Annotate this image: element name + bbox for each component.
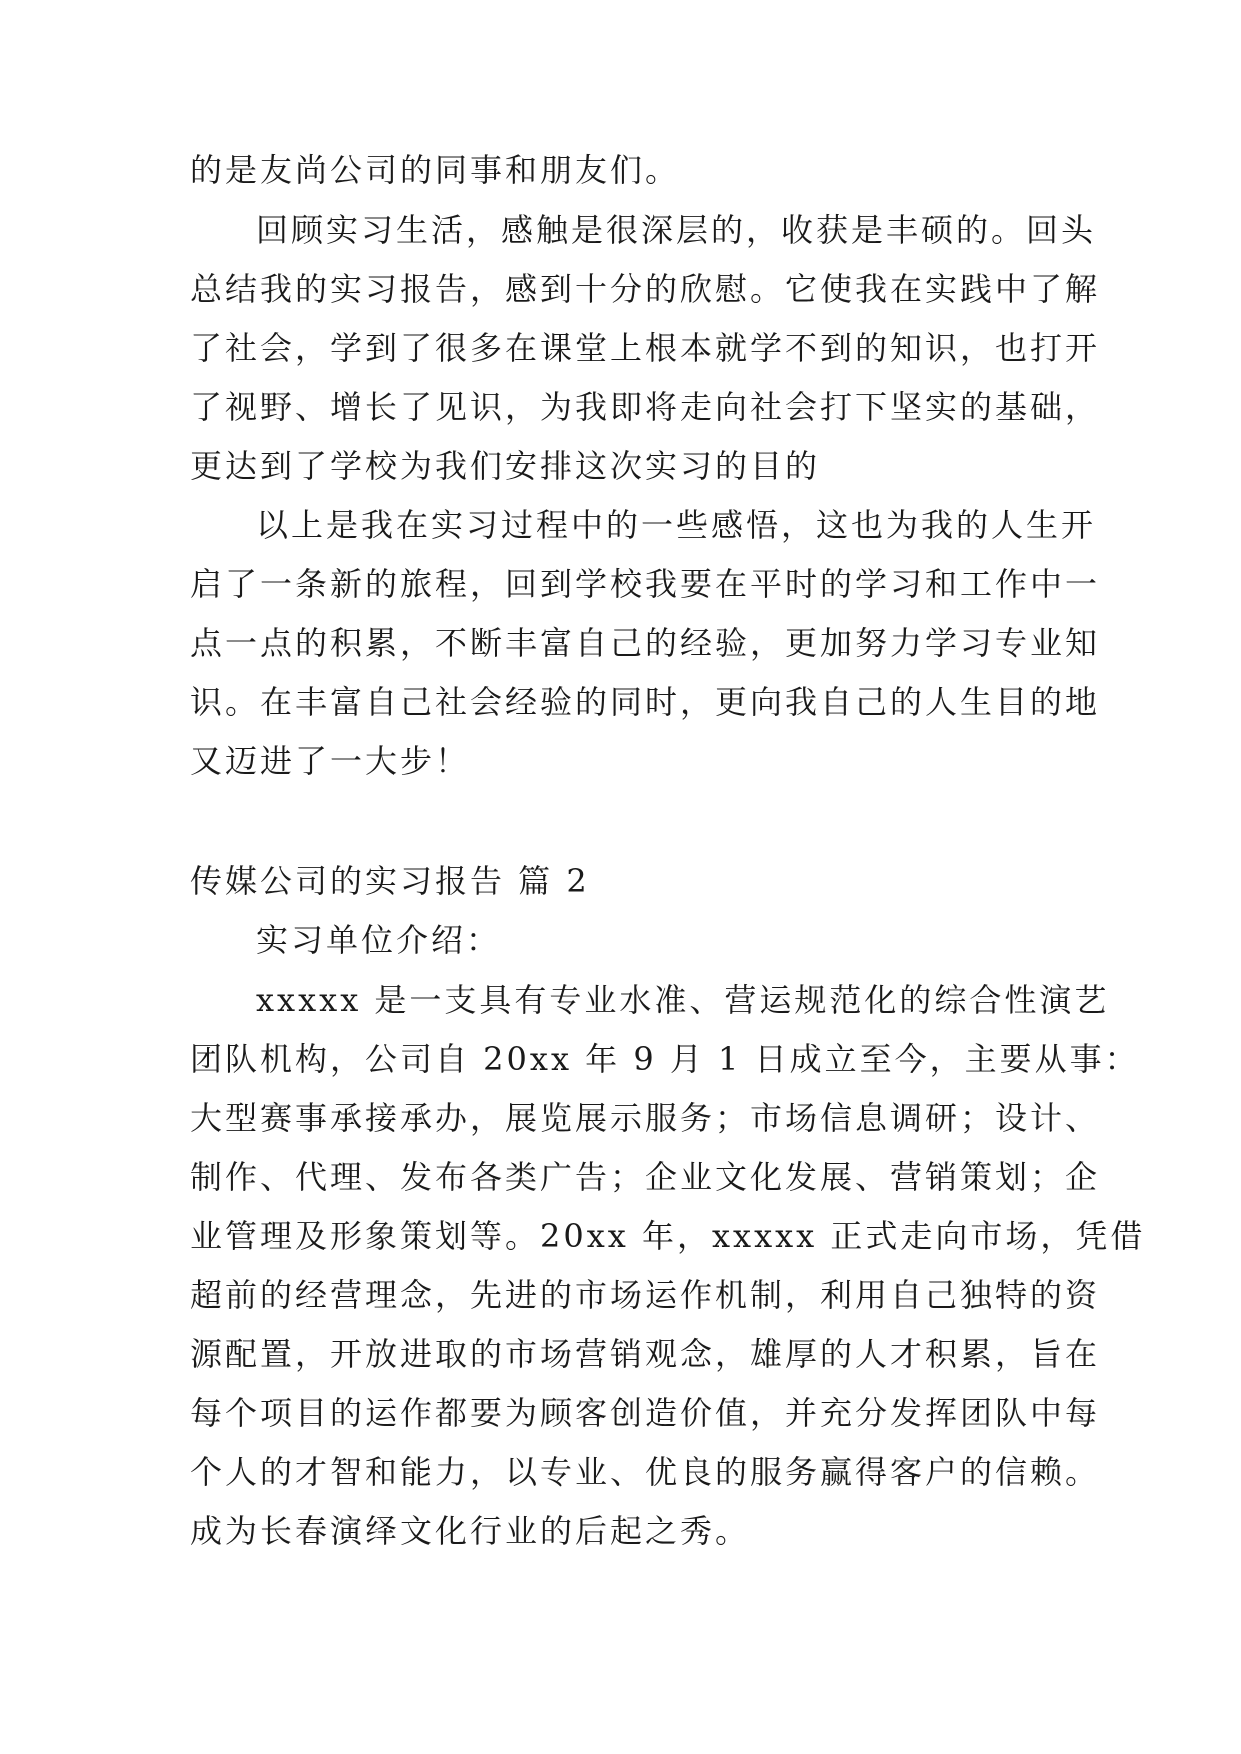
paragraph-line: xxxxx 是一支具有专业水准、营运规范化的综合性演艺 — [256, 981, 1110, 1019]
paragraph-line: 启了一条新的旅程，回到学校我要在平时的学习和工作中一 — [190, 565, 1101, 603]
paragraph-line: 每个项目的运作都要为顾客创造价值，并充分发挥团队中每 — [190, 1394, 1101, 1432]
paragraph-line: 了视野、增长了见识，为我即将走向社会打下坚实的基础， — [190, 388, 1101, 426]
paragraph-line: 回顾实习生活，感触是很深层的，收获是丰硕的。回头 — [256, 211, 1097, 249]
paragraph-line: 以上是我在实习过程中的一些感悟，这也为我的人生开 — [256, 506, 1097, 544]
paragraph-line: 团队机构，公司自 20xx 年 9 月 1 日成立至今，主要从事： — [190, 1040, 1140, 1078]
paragraph-line: 总结我的实习报告，感到十分的欣慰。它使我在实践中了解 — [190, 270, 1101, 308]
paragraph-line: 了社会，学到了很多在课堂上根本就学不到的知识，也打开 — [190, 329, 1101, 367]
paragraph-line: 业管理及形象策划等。20xx 年，xxxxx 正式走向市场，凭借 — [190, 1217, 1146, 1255]
paragraph-line: 大型赛事承接承办，展览展示服务；市场信息调研；设计、 — [190, 1099, 1101, 1137]
paragraph-line: 制作、代理、发布各类广告；企业文化发展、营销策划；企 — [190, 1158, 1101, 1196]
paragraph-line: 成为长春演绎文化行业的后起之秀。 — [190, 1512, 751, 1550]
paragraph-tail-line: 的是友尚公司的同事和朋友们。 — [190, 151, 681, 189]
paragraph-line: 识。在丰富自己社会经验的同时，更向我自己的人生目的地 — [190, 683, 1101, 721]
paragraph-line: 超前的经营理念，先进的市场运作机制，利用自己独特的资 — [190, 1276, 1101, 1314]
paragraph-line: 更达到了学校为我们安排这次实习的目的 — [190, 447, 821, 485]
paragraph-line: 点一点的积累，不断丰富自己的经验，更加努力学习专业知 — [190, 624, 1101, 662]
section-heading: 传媒公司的实习报告 篇 2 — [190, 862, 590, 900]
paragraph-line: 源配置，开放进取的市场营销观念，雄厚的人才积累，旨在 — [190, 1335, 1101, 1373]
section-subheading: 实习单位介绍： — [256, 921, 502, 959]
paragraph-line: 个人的才智和能力，以专业、优良的服务赢得客户的信赖。 — [190, 1453, 1101, 1491]
paragraph-line: 又迈进了一大步！ — [190, 742, 471, 780]
